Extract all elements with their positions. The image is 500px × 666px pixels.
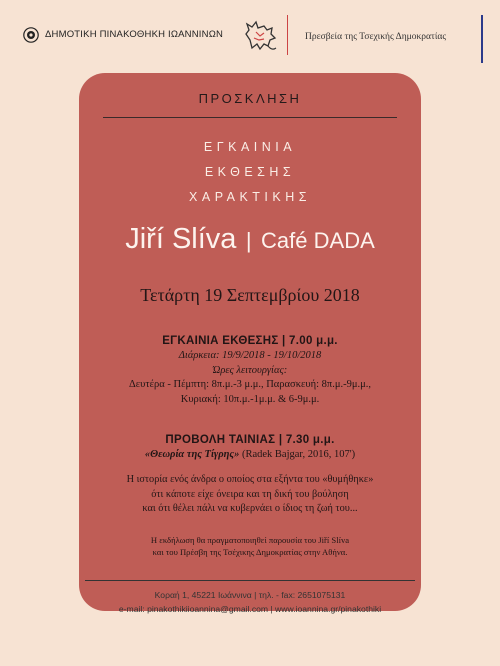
film-title: «Θεωρία της Τίγρης» (144, 449, 240, 460)
synopsis-line: Η ιστορία ενός άνδρα ο οποίος στα εξήντα του «θυμήθηκε» (126, 474, 374, 485)
title-line: ΧΑΡΑΚΤΙΚΗΣ (189, 190, 311, 204)
header-divider (287, 15, 288, 55)
film-synopsis (79, 473, 421, 517)
czech-lion-logo (242, 18, 280, 54)
header-accent-bar (481, 15, 483, 63)
title-line: ΕΚΘΕΣΗΣ (204, 165, 296, 179)
note-line: και του Πρέσβη της Τσέχικης Δημοκρατίας στην Αθήνα. (152, 546, 348, 557)
footer-address: Κοραή 1, 45221 Ιωάννινα | τηλ. - fax: 2651075131 (154, 590, 346, 600)
venue-name: Café DADA (261, 228, 375, 253)
film-credits: (Radek Bajgar, 2016, 107') (241, 449, 356, 460)
city-emblem-icon (23, 27, 39, 43)
header (0, 0, 500, 70)
opening-hours-weekdays: Δευτέρα - Πέμπτη: 8π.μ.-3 μ.μ., Παρασκευή: 8π.μ.-9μ.μ., (129, 379, 371, 390)
artist-name: Jiří Slíva (125, 223, 237, 255)
gallery-name: ΔΗΜΟΤΙΚΗ ΠΙΝΑΚΟΘΗΚΗ ΙΩΑΝΝΙΝΩΝ (45, 29, 224, 40)
event-date: Τετάρτη 19 Σεπτεμβρίου 2018 (140, 285, 360, 305)
invitation-card (79, 73, 421, 611)
footer (0, 588, 500, 616)
note-line: Η εκδήλωση θα πραγματοποιηθεί παρουσία του Jiří Slíva (150, 535, 350, 545)
artist-separator: | (245, 228, 252, 253)
exhibition-duration: Διάρκεια: 19/9/2018 - 19/10/2018 (178, 350, 322, 361)
footer-divider (85, 580, 415, 581)
exhibition-title (79, 135, 421, 210)
synopsis-line: ότι κάποτε είχε όνειρα και τη δική του βούληση (151, 488, 349, 500)
event-note (79, 535, 421, 558)
opening-hours-sunday: Κυριακή: 10π.μ.-1μ.μ. & 6-9μ.μ. (180, 393, 320, 405)
invitation-heading: ΠΡΟΣΚΛΗΣΗ (198, 91, 302, 106)
title-line: ΕΓΚΑΙΝΙΑ (203, 140, 297, 154)
synopsis-line: και ότι θέλει πάλι να κυβερνάει ο ίδιος τη ζωή του... (142, 503, 358, 514)
heading-divider (103, 117, 397, 118)
artist-line (79, 223, 421, 256)
opening-heading: ΕΓΚΑΙΝΙΑ ΕΚΘΕΣΗΣ | 7.00 μ.μ. (162, 335, 338, 347)
footer-contact: e-mail: pinakothikiioannina@gmail.com | www.ioannina.gr/pinakothiki (118, 604, 382, 614)
film-section (79, 434, 421, 463)
embassy-name: Πρεσβεία της Τσεχικής Δημοκρατίας (305, 32, 447, 42)
opening-hours-label: Ώρες λειτουργίας: (212, 364, 288, 376)
film-heading: ΠΡΟΒΟΛΗ ΤΑΙΝΙΑΣ | 7.30 μ.μ. (165, 434, 335, 446)
opening-section (79, 335, 421, 407)
